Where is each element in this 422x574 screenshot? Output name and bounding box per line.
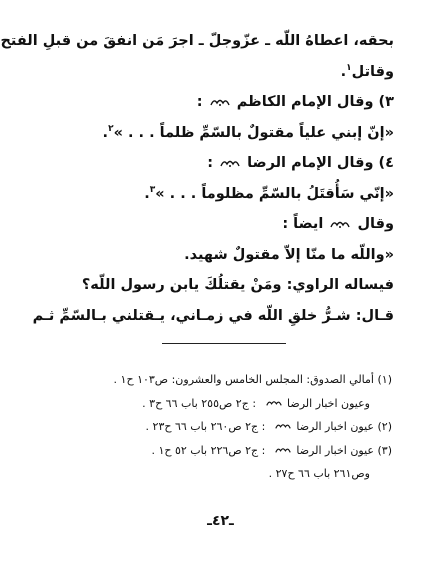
blessing-icon bbox=[210, 97, 230, 107]
text-line: ٤) وقال الإمام الرضا : bbox=[207, 155, 394, 171]
text-line-content: وقاتل bbox=[351, 63, 394, 80]
text-line: «إنّ إبني علياً مقتولٌ بالسّمِّ ظلماً . . . »$^٢$. bbox=[102, 123, 394, 141]
blessing-icon bbox=[271, 422, 291, 432]
footnote bbox=[55, 462, 392, 486]
footnote-text: (٢) عيون اخبار الرضا bbox=[296, 420, 392, 433]
blessing-icon bbox=[330, 219, 350, 229]
footnote bbox=[55, 368, 392, 392]
text-line-content: فيساله الراوي: ومَنْ يقتلُكَ يابن رسول اللّه؟ bbox=[81, 277, 394, 293]
footnote-text: : ج٢ ص٢٦٠ باب ٦٦ ح٢٣ . bbox=[145, 420, 266, 433]
text-line: «إنّي سَأُقتَلُ بالسّمِّ مظلوماً . . . »$^٣$. bbox=[144, 184, 394, 202]
blessing-icon bbox=[271, 446, 291, 456]
footnote bbox=[55, 439, 392, 463]
footnotes bbox=[55, 368, 392, 486]
text-line-content: قـال: شـرُّ خلقِ اللّه في زمـاني، يـقتلني بـالسّمِّ ثـم bbox=[32, 307, 394, 324]
text-line-content: «إنّ إبني علياً مقتولٌ بالسّمِّ ظلماً . . . » bbox=[113, 124, 394, 141]
footnote-mark: ٢ bbox=[108, 123, 114, 134]
footnote bbox=[55, 392, 392, 416]
footnote-text: (١) أمالي الصدوق: المجلس الخامس والعشرون: ص١٠٣ ح١ . bbox=[113, 373, 392, 386]
footnote-text: (٣) عيون اخبار الرضا bbox=[296, 443, 392, 457]
text-line-content: «إنّي سَأُقتَلُ بالسّمِّ مظلوماً . . . » bbox=[155, 185, 394, 202]
text-line bbox=[49, 209, 394, 240]
blessing-icon bbox=[262, 399, 282, 409]
text-line-content: ٣) وقال الإمام الكاظم bbox=[236, 94, 394, 110]
text-line bbox=[0, 26, 394, 57]
text-line bbox=[49, 270, 394, 301]
blessing-icon bbox=[220, 158, 240, 168]
text-line-content: وقال bbox=[357, 216, 394, 232]
page-number: ـ٤٢ـ bbox=[207, 513, 234, 529]
footnote-text: وعيون اخبار الرضا bbox=[287, 396, 370, 410]
text-line bbox=[49, 240, 394, 271]
footnote bbox=[55, 415, 392, 439]
text-line-content: ايضاً : bbox=[282, 216, 324, 232]
text-line: ٣) وقال الإمام الكاظم : bbox=[196, 94, 394, 110]
footnote-text: وص٢٦١ باب ٦٦ ح٢٧ . bbox=[268, 467, 370, 480]
footnote-mark: ٣ bbox=[149, 184, 156, 195]
footnote-text: : ج٢ ص٢٢٦ باب ٥٢ ح١ . bbox=[151, 443, 266, 457]
main-text bbox=[0, 26, 394, 331]
footnote-divider bbox=[162, 343, 286, 344]
footnote-mark: ١ bbox=[346, 62, 352, 73]
text-line-content: ٤) وقال الإمام الرضا bbox=[247, 155, 394, 171]
text-line-content: «واللّه ما منّا إلاّ مقتولٌ شهيد. bbox=[184, 246, 394, 263]
footnote-text: : ج٢ ص٢٥٥ باب ٦٦ ح٣ . bbox=[142, 396, 257, 410]
text-line-content: بحقه، اعطاهُ اللّه ـ عزّوجلّ ـ اجرَ مَن انفقَ من قبلِ الفتح bbox=[0, 33, 394, 49]
text-line: وقاتل$^١$. bbox=[340, 62, 394, 80]
text-line bbox=[32, 301, 394, 332]
